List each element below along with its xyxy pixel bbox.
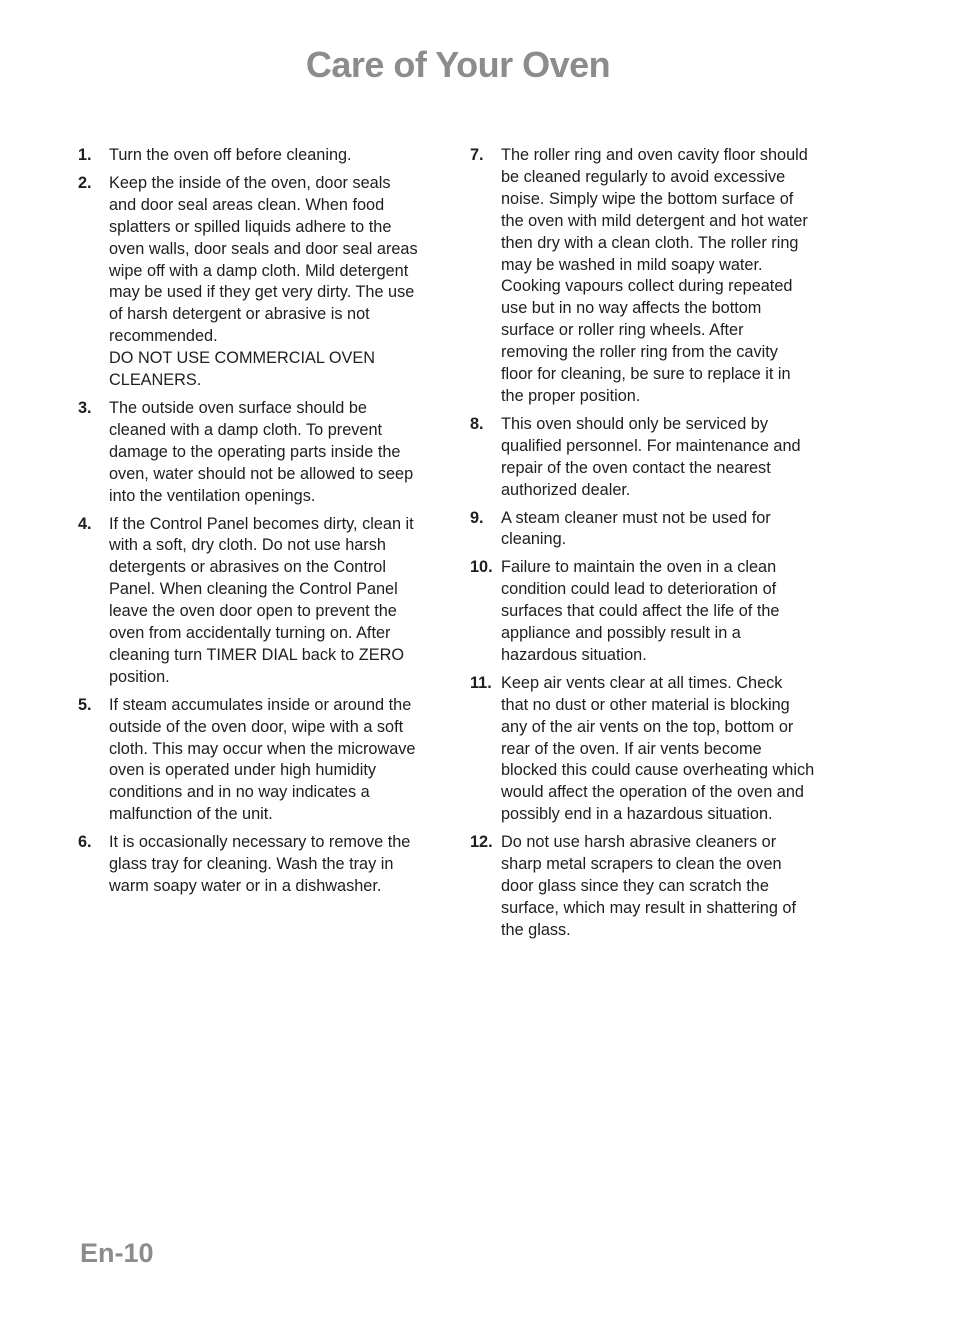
left-column xyxy=(78,145,450,904)
item-number: 8. xyxy=(470,414,484,433)
list-item xyxy=(470,557,850,667)
list-item xyxy=(78,695,450,826)
page-number: En-10 xyxy=(80,1238,154,1268)
item-text: If the Control Panel becomes dirty, clean it with a soft, dry cloth. Do not use harsh detergents or abrasives on the Control Panel. When cleaning the Control Panel leave the oven door open to prevent the oven from accidentally turning on. After cleaning turn TIMER DIAL back to ZERO position. xyxy=(109,514,414,686)
item-number: 7. xyxy=(470,146,484,164)
item-text: If steam accumulates inside or around the outside of the oven door, wipe with a soft cloth. This may occur when the microwave oven is operated under high humidity conditions and in no way indicates a malfunction of the unit. xyxy=(109,695,416,824)
item-number: 11. xyxy=(470,673,492,692)
item-number: 3. xyxy=(78,398,92,417)
list-item xyxy=(470,832,850,942)
item-text: It is occasionally necessary to remove the glass tray for cleaning. Wash the tray in warm soapy water or in a dishwasher. xyxy=(109,833,411,895)
item-text: A steam cleaner must not be used for cleaning. xyxy=(501,508,771,549)
item-number: 4. xyxy=(78,514,92,533)
list-item xyxy=(78,145,450,167)
right-column xyxy=(470,145,850,948)
item-text: Do not use harsh abrasive cleaners or sharp metal scrapers to clean the oven door glass since they can scratch the surface, which may result in shattering of the glass. xyxy=(501,833,797,939)
item-number: 12. xyxy=(470,833,493,852)
list-item xyxy=(470,414,850,502)
item-text: Turn the oven off before cleaning. xyxy=(109,146,352,164)
page-title: Care of Your Oven xyxy=(305,44,611,85)
item-text: Keep air vents clear at all times. Check that no dust or other material is blocking any of the air vents on the top, bottom or rear of the oven. If air vents become blocked this could cause overheating which would affect the operation of the oven and possibly end in a hazardous situation. xyxy=(501,673,815,824)
list-item xyxy=(78,398,450,508)
item-number: 1. xyxy=(78,146,92,164)
list-item xyxy=(470,673,850,826)
item-text: This oven should only be serviced by qualified personnel. For maintenance and repair of the oven contact the nearest authorized dealer. xyxy=(501,414,801,499)
list-item xyxy=(78,832,450,898)
item-number: 2. xyxy=(78,173,92,192)
item-text: The outside oven surface should be cleaned with a damp cloth. To prevent damage to the operating parts inside the oven, water should not be allowed to seep into the ventilation openings. xyxy=(109,398,414,505)
item-number: 6. xyxy=(78,833,92,852)
item-number: 10. xyxy=(470,558,493,577)
item-number: 9. xyxy=(470,508,484,527)
item-number: 5. xyxy=(78,695,92,714)
item-text: The roller ring and oven cavity floor should be cleaned regularly to avoid excessive noise. Simply wipe the bottom surface of the oven with mild detergent and hot water then dry with a clean cloth. The roller ring may be washed in mild soapy water. Cooking vapours collect during repeated use but in no way affects the bottom surface or roller ring wheels. After removing the roller ring from the cavity floor for cleaning, be sure to replace it in the proper position. xyxy=(501,146,808,405)
item-text: Keep the inside of the oven, door seals and door seal areas clean. When food splatters or spilled liquids adhere to the oven walls, door seals and door seal areas wipe off with a damp cloth. Mild detergent may be used if they get very dirty. The use of harsh detergent or abrasive is not recommended. DO NOT USE COMMERCIAL OVEN CLEANERS. xyxy=(109,173,418,390)
list-item xyxy=(78,173,450,392)
list-item xyxy=(470,145,850,408)
list-item xyxy=(78,514,450,689)
list-item xyxy=(470,508,850,552)
item-text: Failure to maintain the oven in a clean condition could lead to deterioration of surfaces that could affect the life of the appliance and possibly result in a hazardous situation. xyxy=(501,558,780,664)
